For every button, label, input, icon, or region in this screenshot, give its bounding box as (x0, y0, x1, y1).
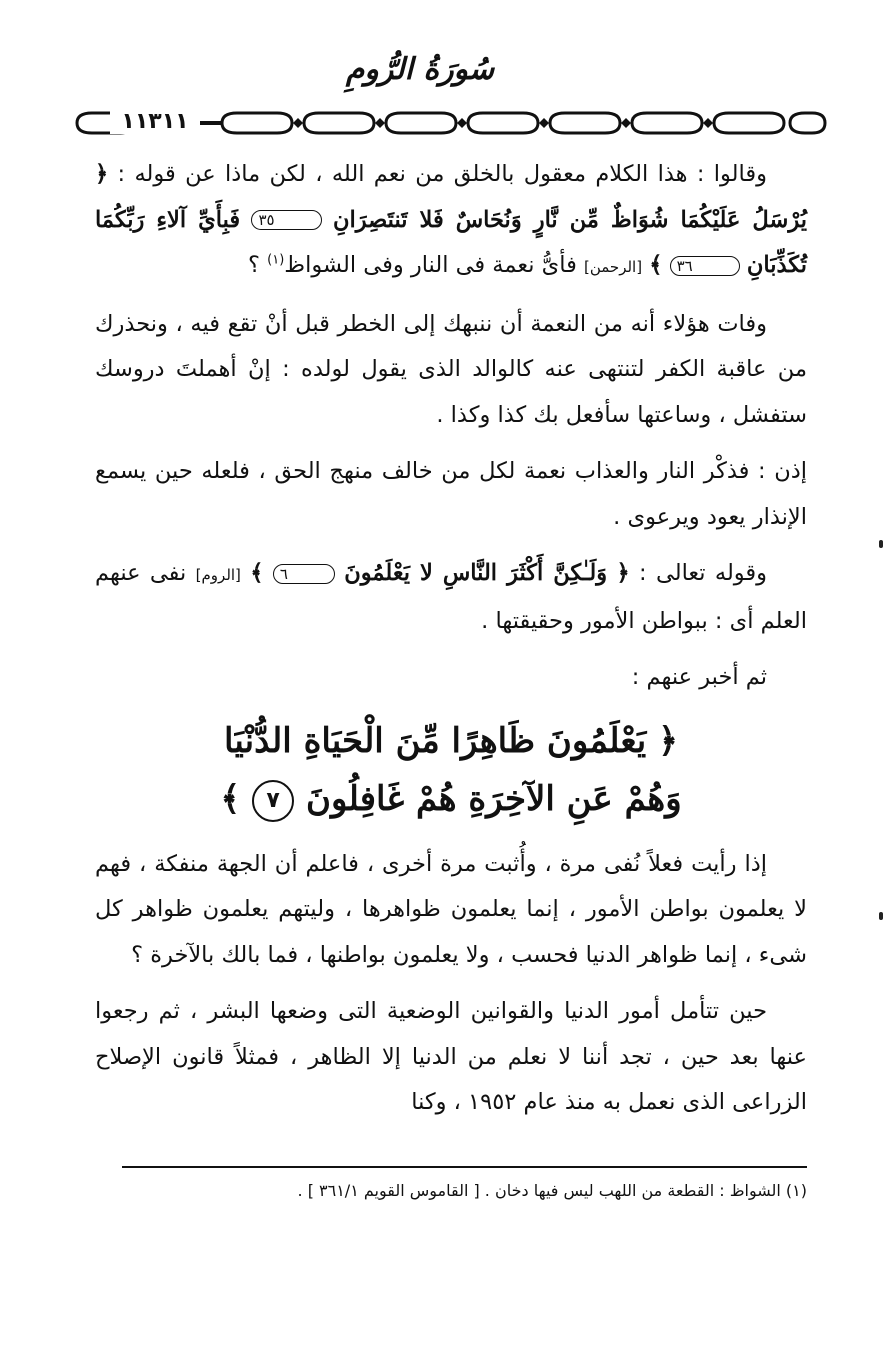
verse-rahman-35: يُرْسَلُ عَلَيْكُمَا شُوَاظٌ مِّن نَّارٍ وَنُحَاسٌ فَلا تَنتَصِرَانِ (332, 206, 808, 233)
quran-verse-line-2-wrap (95, 770, 807, 828)
footnote-marker: (١) (267, 252, 285, 268)
paragraph-1-text-c: ؟ (248, 252, 268, 278)
surah-reference-rum: [الروم] (195, 566, 241, 584)
footnote: (١) الشواظ : القطعة من اللهب ليس فيها دخان . [ القاموس القويم ٣٦١/١ ] . (297, 1181, 807, 1200)
page-edge-speck (879, 540, 883, 548)
quran-verse-line-2: وَهُمْ عَنِ الآخِرَةِ هُمْ غَافِلُونَ (305, 778, 682, 819)
verse-rum-6: وَلَـٰكِنَّ أَكْثَرَ النَّاسِ لا يَعْلَمُونَ (344, 560, 608, 586)
paragraph-4 (95, 551, 807, 644)
verse-close-bracket: ﴾ (649, 252, 663, 278)
paragraph-4-text-a: وقوله تعالى : (629, 560, 768, 586)
ayah-number-35: ٣٥ (251, 210, 321, 230)
quran-verse-block (95, 712, 807, 828)
ayah-number-36: ٣٦ (670, 256, 740, 276)
page-number: ١١٣١١ (110, 110, 200, 134)
surah-title: سُورَةُ الرُّومِ (345, 52, 495, 87)
verse-open-bracket: ﴿ (616, 560, 630, 586)
paragraph-7: حين تتأمل أمور الدنيا والقوانين الوضعية التى وضعها البشر ، ثم رجعوا عنها بعد حين ، تجد أننا لا نعلم من الدنيا إلا الظاهر ، فمثلاً قانون الإصلاح الزراعى الذى نعمل به منذ عام ١٩٥٢ ، وكنا (95, 998, 807, 1115)
paragraph-1-text-a: وقالوا : هذا الكلام معقول بالخلق من نعم الله ، لكن ماذا عن قوله : (108, 161, 767, 187)
paragraph-4-text-b: نفى عنهم العلم أى : ببواطن الأمور وحقيقتها . (95, 560, 807, 634)
verse-close-bracket: ﴾ (250, 560, 264, 586)
page-edge-speck (879, 912, 883, 920)
quran-verse-line-1: ﴿ يَعْلَمُونَ ظَاهِرًا مِّنَ الْحَيَاةِ الدُّنْيَا (224, 720, 678, 761)
ayah-number-7-medallion: ٧ (252, 780, 294, 822)
paragraph-2: وفات هؤلاء أنه من النعمة أن ننبهك إلى الخطر قبل أنْ تقع فيه ، ونحذرك من عاقبة الكفر لتنتهى عنه كالوالد الذى يقول لولده : إنْ أهملتَ دروسك ستفشل ، وساعتها سأفعل بك كذا وكذا . (95, 310, 807, 428)
verse-rahman-36: فَبِأَيِّ آلاءِ رَبِّكُمَا تُكَذِّبَانِ (95, 206, 807, 278)
verse-close-bracket: ﴾ (220, 778, 241, 819)
paragraph-3: إذن : فذكْر النار والعذاب نعمة لكل من خالف منهج الحق ، فلعله حين يسمع الإنذار يعود ويرعوى . (95, 458, 807, 530)
paragraph-1-text-b: فأىُّ نعمة فى النار وفى الشواظ (284, 252, 584, 278)
paragraph-6: إذا رأيت فعلاً نُفى مرة ، وأُثبت مرة أخرى ، فاعلم أن الجهة منفكة ، فهم لا يعلمون بواطن الأمور ، إنما يعلمون ظواهرها ، وليتهم يعلمون ظواهر كل شىء ، إنما ظواهر الدنيا فحسب ، ولا يعلمون بواطنها ، فما بالك بالآخرة ؟ (95, 850, 807, 968)
page-body (95, 152, 807, 1137)
paragraph-1 (95, 152, 807, 291)
surah-reference-rahman: [الرحمن] (583, 258, 643, 276)
footnote-divider (122, 1166, 807, 1168)
paragraph-5: ثم أخبر عنهم : (631, 664, 767, 690)
ayah-number-6: ٦ (273, 564, 335, 584)
verse-open-bracket: ﴿ (95, 161, 109, 187)
